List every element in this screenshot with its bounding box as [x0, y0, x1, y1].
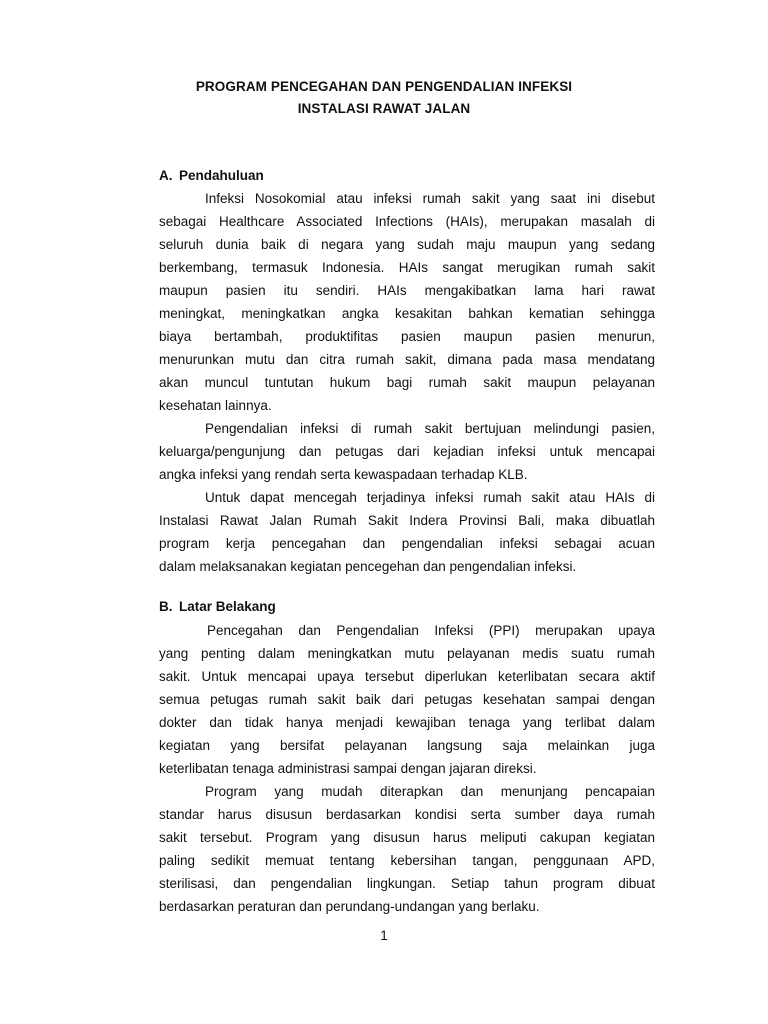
paragraph-line: standar harus disusun berdasarkan kondisi serta sumber daya rumah [159, 807, 655, 822]
paragraph-line: menurunkan mutu dan citra rumah sakit, dimana pada masa mendatang [159, 352, 655, 367]
paragraph-line: maupun pasien itu sendiri. HAIs mengakibatkan lama hari rawat [159, 283, 655, 298]
paragraph-line: kegiatan yang bersifat pelayanan langsung saja melainkan juga [159, 738, 655, 753]
paragraph-line: berdasarkan peraturan dan perundang-undangan yang berlaku. [159, 899, 540, 914]
paragraph-line: sterilisasi, dan pengendalian lingkungan. Setiap tahun program dibuat [159, 876, 655, 891]
paragraph-line: sebagai Healthcare Associated Infections (HAIs), merupakan masalah di [159, 214, 655, 229]
paragraph-line: Instalasi Rawat Jalan Rumah Sakit Indera Provinsi Bali, maka dibuatlah [159, 513, 655, 528]
paragraph-line: Program yang mudah diterapkan dan menunjang pencapaian [205, 784, 655, 799]
paragraph-line: dalam melaksanakan kegiatan pencegehan dan pengendalian infeksi. [159, 559, 577, 574]
paragraph-line: akan muncul tuntutan hukum bagi rumah sakit maupun pelayanan [159, 375, 655, 390]
paragraph-line: sakit tersebut. Program yang disusun harus meliputi cakupan kegiatan [159, 830, 655, 845]
paragraph-line: biaya bertambah, produktifitas pasien maupun pasien menurun, [159, 329, 655, 344]
paragraph-line: Pencegahan dan Pengendalian Infeksi (PPI) merupakan upaya [207, 623, 655, 638]
paragraph-line: dokter dan tidak hanya menjadi kewajiban tenaga yang terlibat dalam [159, 715, 655, 730]
paragraph-line: sakit. Untuk mencapai upaya tersebut diperlukan keterlibatan secara aktif [159, 669, 655, 684]
paragraph-line: Untuk dapat mencegah terjadinya infeksi rumah sakit atau HAIs di [205, 490, 655, 505]
paragraph-line: meningkat, meningkatkan angka kesakitan bahkan kematian sehingga [159, 306, 655, 321]
paragraph-line: program kerja pencegahan dan pengendalian infeksi sebagai acuan [159, 536, 655, 551]
page-number: 1 [380, 928, 388, 943]
paragraph-line: angka infeksi yang rendah serta kewaspadaan terhadap KLB. [159, 467, 528, 482]
document-subtitle: INSTALASI RAWAT JALAN [297, 101, 471, 116]
paragraph-line: Infeksi Nosokomial atau infeksi rumah sakit yang saat ini disebut [205, 191, 655, 206]
paragraph-line: paling sedikit memuat tentang kebersihan tangan, penggunaan APD, [159, 853, 655, 868]
section-b-letter: B. [159, 599, 173, 614]
section-a-title: Pendahuluan [179, 168, 264, 183]
section-b-heading [159, 599, 276, 614]
paragraph-line: kesehatan lainnya. [159, 398, 272, 413]
section-a-heading [159, 168, 264, 183]
paragraph-line: seluruh dunia baik di negara yang sudah maju maupun yang sedang [159, 237, 655, 252]
section-b-title: Latar Belakang [179, 599, 276, 614]
paragraph-line: berkembang, termasuk Indonesia. HAIs sangat merugikan rumah sakit [159, 260, 655, 275]
paragraph-line: Pengendalian infeksi di rumah sakit bertujuan melindungi pasien, [205, 421, 655, 436]
paragraph-line: semua petugas rumah sakit baik dari petugas kesehatan sampai dengan [159, 692, 655, 707]
paragraph-line: keterlibatan tenaga administrasi sampai dengan jajaran direksi. [159, 761, 537, 776]
paragraph-line: keluarga/pengunjung dan petugas dari kejadian infeksi untuk mencapai [159, 444, 655, 459]
document-title: PROGRAM PENCEGAHAN DAN PENGENDALIAN INFEKSI [195, 79, 573, 94]
paragraph-line: yang penting dalam meningkatkan mutu pelayanan medis suatu rumah [159, 646, 655, 661]
section-a-letter: A. [159, 168, 173, 183]
